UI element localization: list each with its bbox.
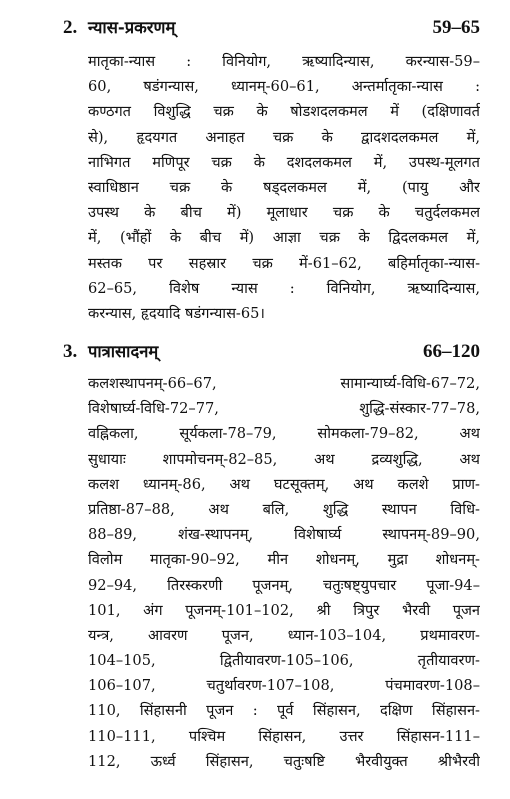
body-line: विलोम मातृका-90–92, मीन शोधनम्, मुद्रा शोधनम्- bbox=[88, 551, 480, 569]
body-line: में, (भौंहों के बीच में) आज्ञा चक्र के द्विदलकमल में, bbox=[88, 229, 480, 247]
section-page-range: 66–120 bbox=[423, 341, 480, 362]
body-line: सुधायाः शापमोचनम्-82–85, अथ द्रव्यशुद्धि, अथ bbox=[88, 450, 480, 468]
body-line: कलशस्थापनम्-66–67, सामान्यार्घ्य-विधि-67–72, bbox=[88, 375, 480, 392]
section-title: पात्रासादनम् bbox=[88, 342, 159, 361]
body-line: 92–94, तिरस्करणी पूजनम्, चतुःषष्ट्युपचार पूजा-94– bbox=[88, 576, 480, 594]
body-line: करन्यास, हृदयादि षडंगन्यास-65। bbox=[88, 304, 265, 322]
body-line: प्रतिष्ठा-87–88, अथ बलि, शुद्धि स्थापन विधि- bbox=[88, 500, 480, 518]
toc-section-patrasadanam bbox=[0, 338, 510, 774]
body-line: 112, ऊर्ध्व सिंहासन, चतुःषष्टि भैरवीयुक्त श्रीभैरवी bbox=[88, 752, 480, 770]
body-line: मस्तक पर सहस्रार चक्र में-61–62, बहिर्मातृका-न्यास- bbox=[88, 254, 480, 272]
section-body bbox=[88, 371, 480, 774]
section-number: 2. bbox=[63, 17, 78, 38]
body-line: कण्ठगत विशुद्धि चक्र के षोडशदलकमल में (दक्षिणावर्त bbox=[88, 103, 480, 121]
section-page-range: 59–65 bbox=[432, 17, 480, 38]
body-line: नाभिगत मणिपूर चक्र के दशदलकमल में, उपस्थ-मूलगत bbox=[88, 153, 480, 171]
body-line: मातृका-न्यास : विनियोग, ऋष्यादिन्यास, करन्यास-59– bbox=[88, 53, 480, 70]
body-line: विशेषार्घ्य-विधि-72–77, शुद्धि-संस्कार-77–78, bbox=[88, 400, 480, 418]
body-line: 62–65, विशेष न्यास : विनियोग, ऋष्यादिन्यास, bbox=[88, 279, 480, 297]
body-line: 88–89, शंख-स्थापनम्, विशेषार्घ्य स्थापनम्-89–90, bbox=[88, 526, 480, 544]
body-line: 110–111, पश्चिम सिंहासन, उत्तर सिंहासन-111– bbox=[88, 727, 480, 745]
body-line: 106–107, चतुर्थावरण-107–108, पंचमावरण-108– bbox=[88, 677, 480, 695]
section-heading bbox=[0, 338, 510, 366]
body-line: 110, सिंहासनी पूजन : पूर्व सिंहासन, दक्षिण सिंहासन- bbox=[88, 702, 480, 720]
body-line: 101, अंग पूजनम्-101–102, श्री त्रिपुर भैरवी पूजन bbox=[88, 601, 480, 619]
section-title: न्यास-प्रकरणम् bbox=[88, 18, 176, 37]
body-line: यन्त्र, आवरण पूजन, ध्यान-103–104, प्रथमावरण- bbox=[88, 626, 480, 644]
body-line: वह्निकला, सूर्यकला-78–79, सोमकला-79–82, अथ bbox=[88, 425, 480, 443]
section-body bbox=[88, 49, 480, 326]
body-line: 60, षडंगन्यास, ध्यानम्-60–61, अन्तर्मातृका-न्यास : bbox=[88, 78, 480, 96]
body-line: 104–105, द्वितीयावरण-105–106, तृतीयावरण- bbox=[88, 652, 480, 670]
body-line: स्वाधिष्ठान चक्र के षड्दलकमल में, (पायु और bbox=[88, 178, 480, 196]
body-line: से), हृदयगत अनाहत चक्र के द्वादशदलकमल में, bbox=[88, 128, 480, 146]
body-line: उपस्थ के बीच में) मूलाधार चक्र के चतुर्दलकमल bbox=[88, 204, 480, 222]
section-heading bbox=[0, 14, 510, 42]
section-number: 3. bbox=[63, 341, 78, 362]
toc-section-nyasa bbox=[0, 14, 510, 326]
body-line: कलश ध्यानम्-86, अथ घटसूक्तम्, अथ कलशे प्राण- bbox=[88, 475, 480, 493]
